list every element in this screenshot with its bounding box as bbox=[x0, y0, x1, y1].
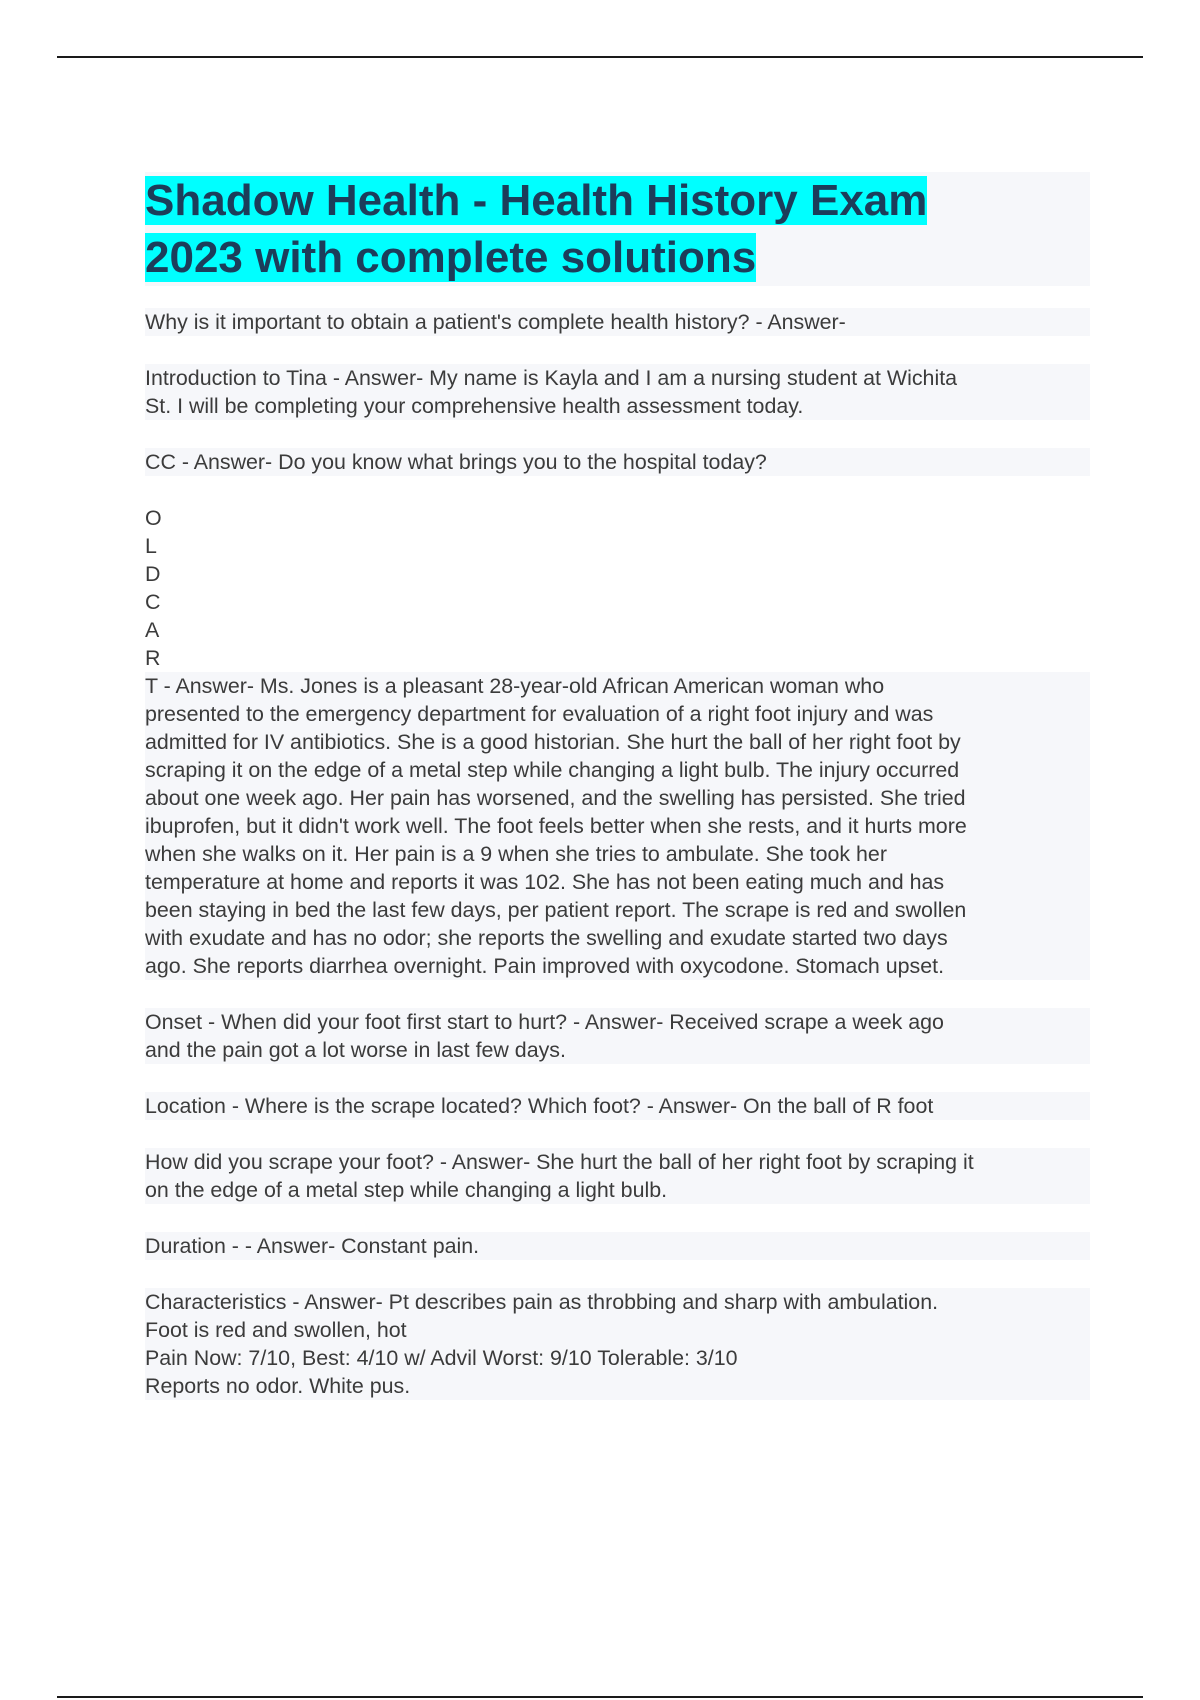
introduction-answer bbox=[145, 364, 1090, 420]
text-line: Introduction to Tina - Answer- My name is Kayla and I am a nursing student at Wichita bbox=[145, 364, 1090, 392]
oldcart-block bbox=[145, 504, 1090, 980]
bottom-rule bbox=[57, 1696, 1143, 1698]
text-line: when she walks on it. Her pain is a 9 when she tries to ambulate. She took her bbox=[145, 840, 1090, 868]
oldcart-letter: A bbox=[145, 618, 160, 642]
text-line: on the edge of a metal step while changing a light bulb. bbox=[145, 1176, 1090, 1204]
text-line: and the pain got a lot worse in last few days. bbox=[145, 1036, 1090, 1064]
document-title bbox=[145, 172, 1090, 286]
text-line: CC - Answer- Do you know what brings you to the hospital today? bbox=[145, 448, 1090, 476]
question-importance bbox=[145, 308, 1090, 336]
text-line: Foot is red and swollen, hot bbox=[145, 1316, 1090, 1344]
text-line: Location - Where is the scrape located? Which foot? - Answer- On the ball of R foot bbox=[145, 1092, 1090, 1120]
onset-answer bbox=[145, 1008, 1090, 1064]
title-line-2: 2023 with complete solutions bbox=[145, 233, 757, 282]
text-line: T - Answer- Ms. Jones is a pleasant 28-year-old African American woman who bbox=[145, 672, 1090, 700]
title-line-1: Shadow Health - Health History Exam bbox=[145, 176, 928, 225]
oldcart-letter: D bbox=[145, 562, 161, 586]
text-line: Duration - - Answer- Constant pain. bbox=[145, 1232, 1090, 1260]
text-line: about one week ago. Her pain has worsened, and the swelling has persisted. She tried bbox=[145, 784, 1090, 812]
document-body bbox=[145, 172, 1090, 1428]
text-line: ibuprofen, but it didn't work well. The foot feels better when she rests, and it hurts more bbox=[145, 812, 1090, 840]
text-line: ago. She reports diarrhea overnight. Pain improved with oxycodone. Stomach upset. bbox=[145, 952, 1090, 980]
text-line: Onset - When did your foot first start to hurt? - Answer- Received scrape a week ago bbox=[145, 1008, 1090, 1036]
text-line: St. I will be completing your comprehensive health assessment today. bbox=[145, 392, 1090, 420]
location-answer bbox=[145, 1092, 1090, 1120]
chief-complaint bbox=[145, 448, 1090, 476]
oldcart-letter: C bbox=[145, 590, 161, 614]
duration-answer bbox=[145, 1232, 1090, 1260]
how-scrape-answer bbox=[145, 1148, 1090, 1204]
text-line: Reports no odor. White pus. bbox=[145, 1372, 1090, 1400]
oldcart-letter: R bbox=[145, 646, 161, 670]
oldcart-letter: O bbox=[145, 506, 162, 530]
text-line: scraping it on the edge of a metal step while changing a light bulb. The injury occurred bbox=[145, 756, 1090, 784]
text-line: Characteristics - Answer- Pt describes pain as throbbing and sharp with ambulation. bbox=[145, 1288, 1090, 1316]
text-line: Why is it important to obtain a patient's complete health history? - Answer- bbox=[145, 308, 1090, 336]
text-line: presented to the emergency department for evaluation of a right foot injury and was bbox=[145, 700, 1090, 728]
title-block bbox=[145, 172, 1090, 286]
oldcart-letter: L bbox=[145, 534, 157, 558]
characteristics-answer bbox=[145, 1288, 1090, 1400]
text-line: How did you scrape your foot? - Answer- She hurt the ball of her right foot by scraping it bbox=[145, 1148, 1090, 1176]
top-rule bbox=[57, 56, 1143, 58]
text-line: temperature at home and reports it was 102. She has not been eating much and has bbox=[145, 868, 1090, 896]
text-line: admitted for IV antibiotics. She is a good historian. She hurt the ball of her right foot by bbox=[145, 728, 1090, 756]
text-line: Pain Now: 7/10, Best: 4/10 w/ Advil Worst: 9/10 Tolerable: 3/10 bbox=[145, 1344, 1090, 1372]
text-line: with exudate and has no odor; she reports the swelling and exudate started two days bbox=[145, 924, 1090, 952]
text-line: been staying in bed the last few days, per patient report. The scrape is red and swollen bbox=[145, 896, 1090, 924]
